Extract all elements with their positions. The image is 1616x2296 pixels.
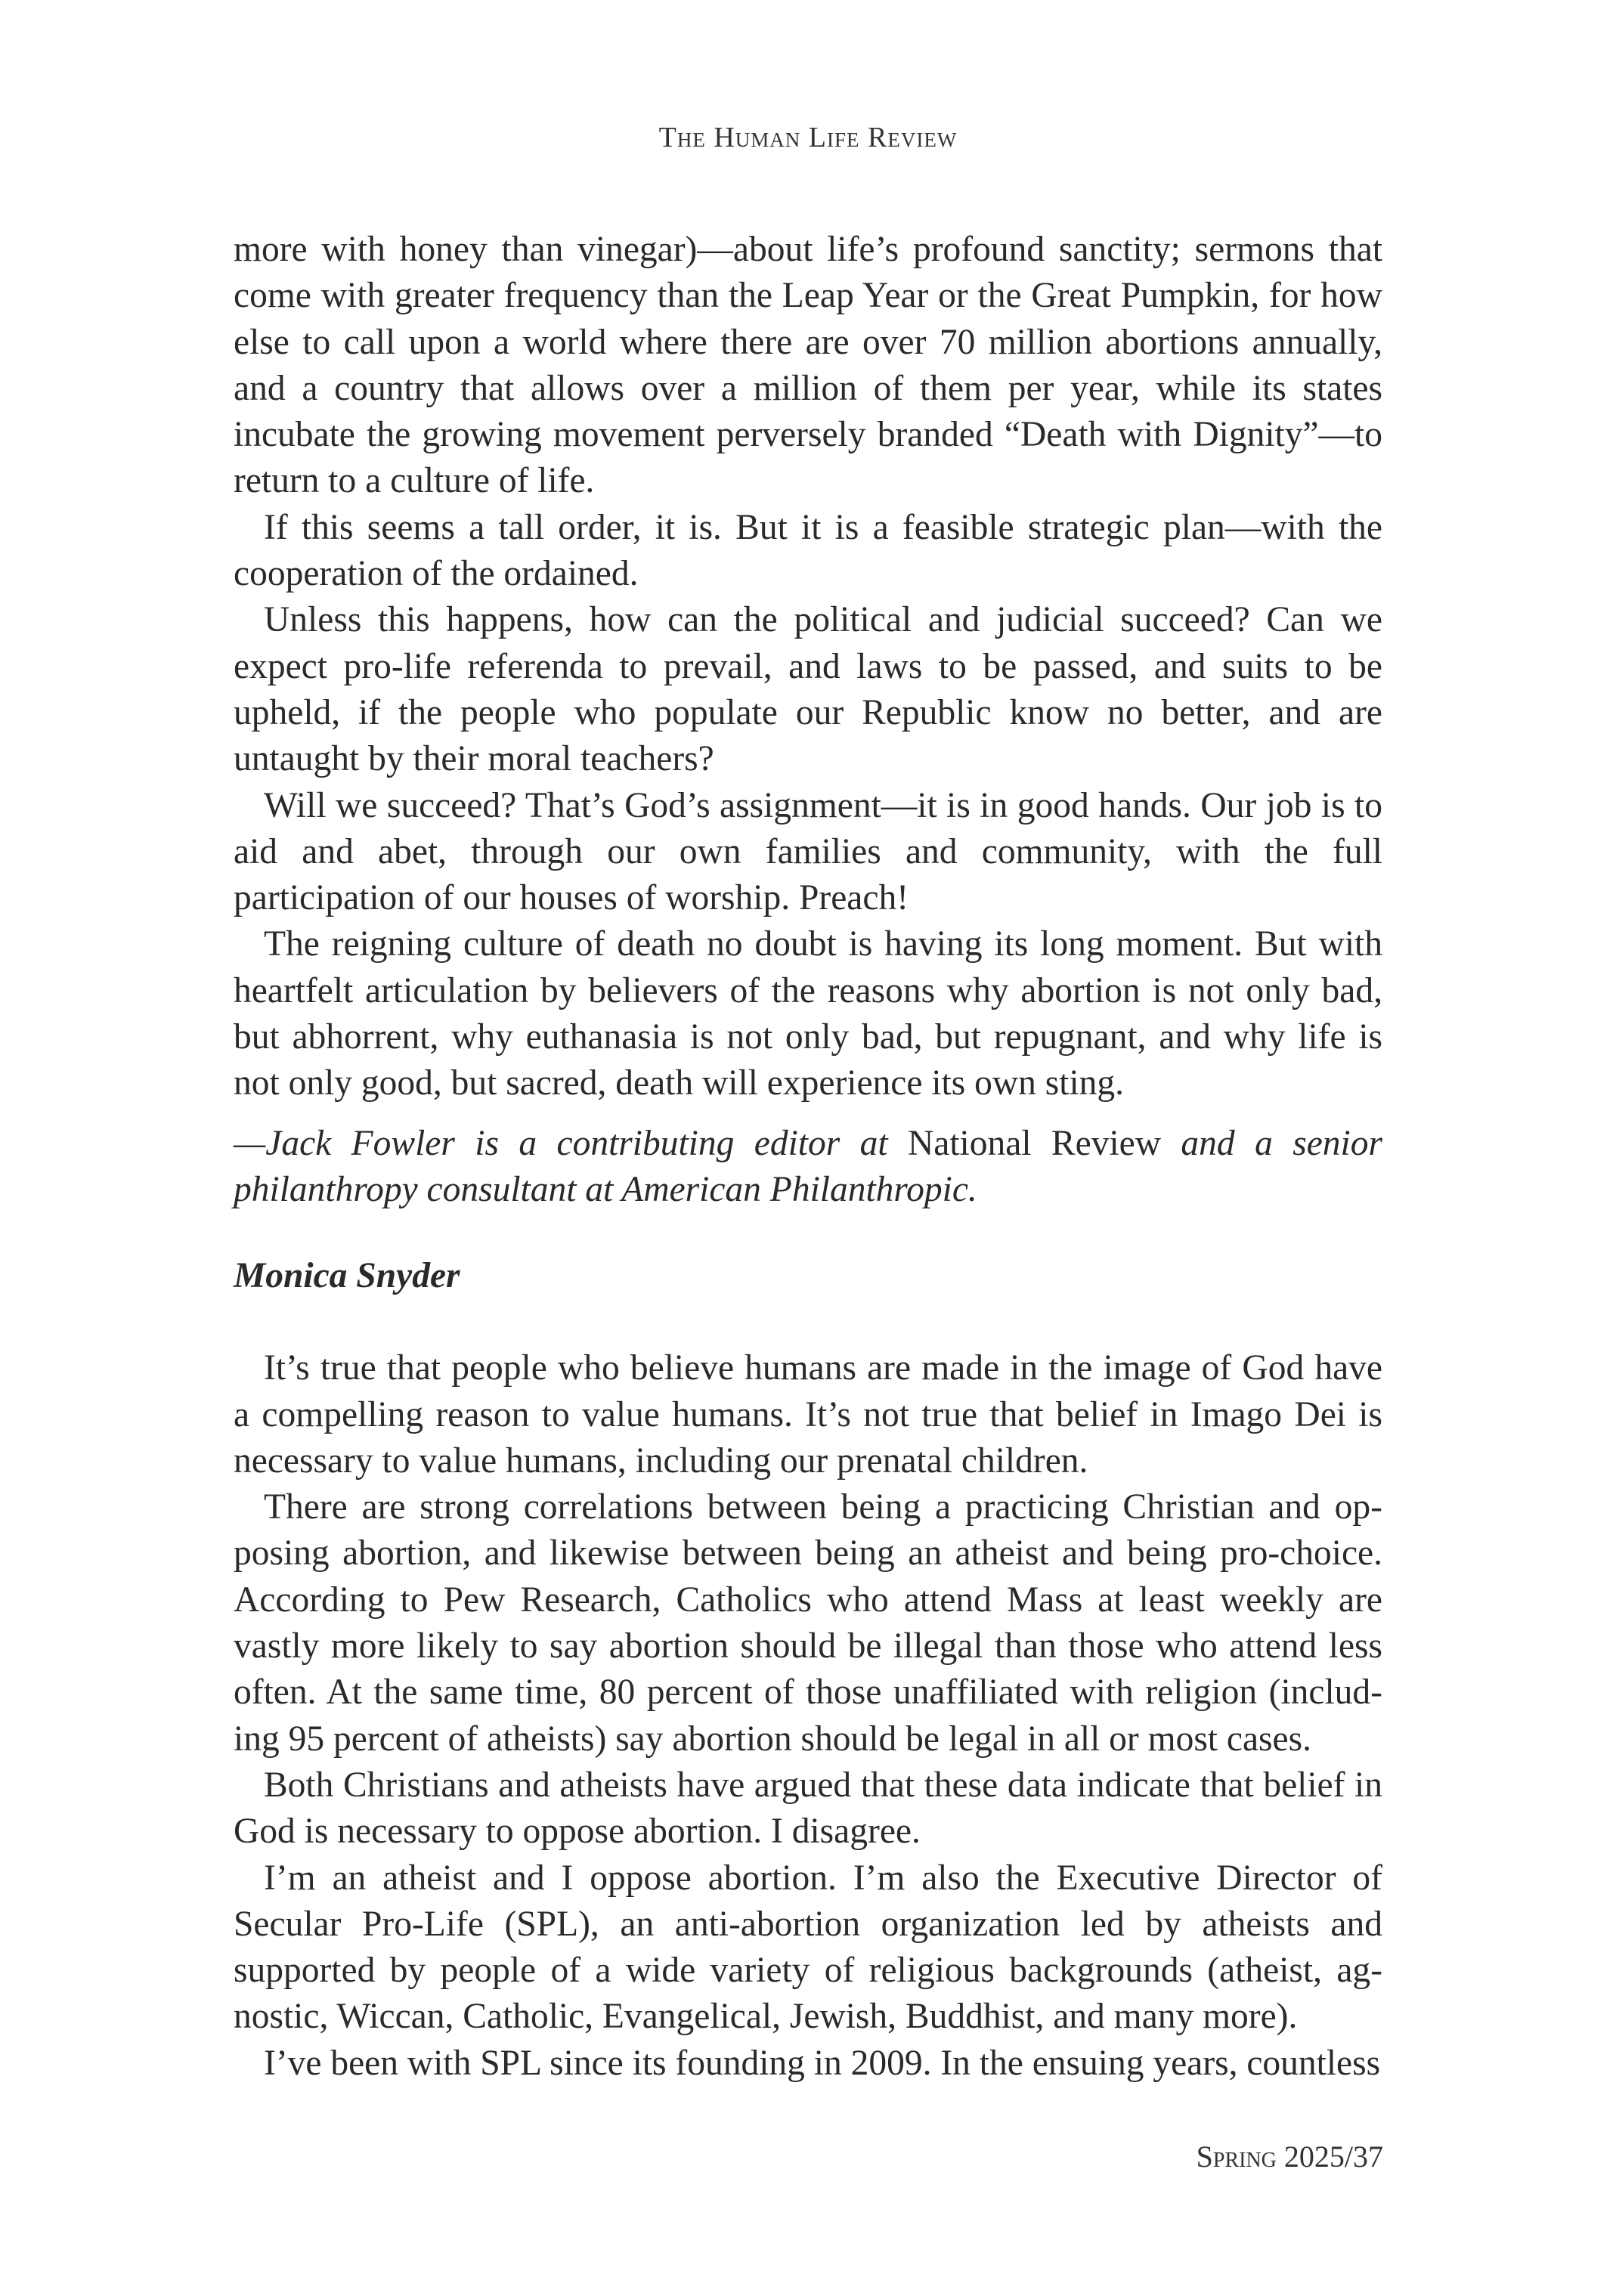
paragraph: Unless this happens, how can the political and judicial succeed? Can we expect pro-life referenda to prevail, and laws to be passed, and suits to be upheld, if the people who populate our Republic know no better, and are untaught by their moral teachers? (234, 600, 1382, 779)
section-author-heading: Monica Snyder (234, 1256, 460, 1296)
paragraph: Will we succeed? That’s God’s assignment—it is in good hands. Our job is to aid and abet, through our own families and community, with the full participation of our houses of worship. Preach! (234, 785, 1382, 918)
paragraph: If this seems a tall order, it is. But it is a feasible strategic plan—with the cooperation of the ordained. (234, 507, 1382, 594)
paragraph: The reigning culture of death no doubt is having its long moment. But with heartfelt articulation by believers of the reasons why abortion is not only bad, but abhorrent, why euthanasia is not only bad, but repugnant, and why life is not only good, but sacred, death will experience its own sting. (234, 924, 1382, 1103)
paragraph: There are strong correlations between being a practicing Christian and opposing abortion, and likewise between being an atheist and being pro-choice. According to Pew Research, Catholics who attend Mass at least weekly are vastly more likely to say abortion should be illegal than those who attend less often. At the same time, 80 percent of those unaffiliated with religion (including 95 percent of atheists) say abortion should be legal in all or most cases. (234, 1487, 1382, 1759)
paragraph: It’s true that people who believe humans are made in the image of God have a compelling reason to value humans. It’s not true that belief in Imago Dei is necessary to value humans, including our prenatal children. (234, 1348, 1382, 1481)
running-head: The Human Life Review (658, 122, 958, 153)
bio-publication: National Review (907, 1123, 1162, 1163)
paragraph: Both Christians and atheists have argued that these data indicate that belief in God is necessary to oppose abortion. I disagree. (234, 1765, 1382, 1852)
bio-text: and a senior philanthropy consultant at American Philanthropic. (234, 1123, 1382, 1209)
page-folio: Spring 2025/37 (1196, 2140, 1383, 2174)
bio-text: —Jack Fowler is a contributing editor at (234, 1123, 908, 1163)
paragraph: I’m an atheist and I oppose abortion. I’m also the Executive Director of Secular Pro-Life (SPL), an anti-abortion organization led by atheists and supported by people of a wide variety of religious backgrounds (atheist, agnostic, Wiccan, Catholic, Evangelical, Jewish, Buddhist, and many more). (234, 1858, 1382, 2037)
spacer (234, 1299, 1382, 1345)
author-bio (234, 1121, 1382, 1214)
article-body (234, 227, 1382, 2087)
paragraph: I’ve been with SPL since its founding in 2009. In the ensuing years, countless (264, 2043, 1381, 2083)
paragraph: more with honey than vinegar)—about life’s profound sanctity; sermons that come with greater frequency than the Leap Year or the Great Pumpkin, for how else to call upon a world where there are over 70 million abortions annually, and a country that allows over a million of them per year, while its states incubate the growing movement perversely branded “Death with Dignity”—to return to a culture of life. (234, 230, 1382, 501)
